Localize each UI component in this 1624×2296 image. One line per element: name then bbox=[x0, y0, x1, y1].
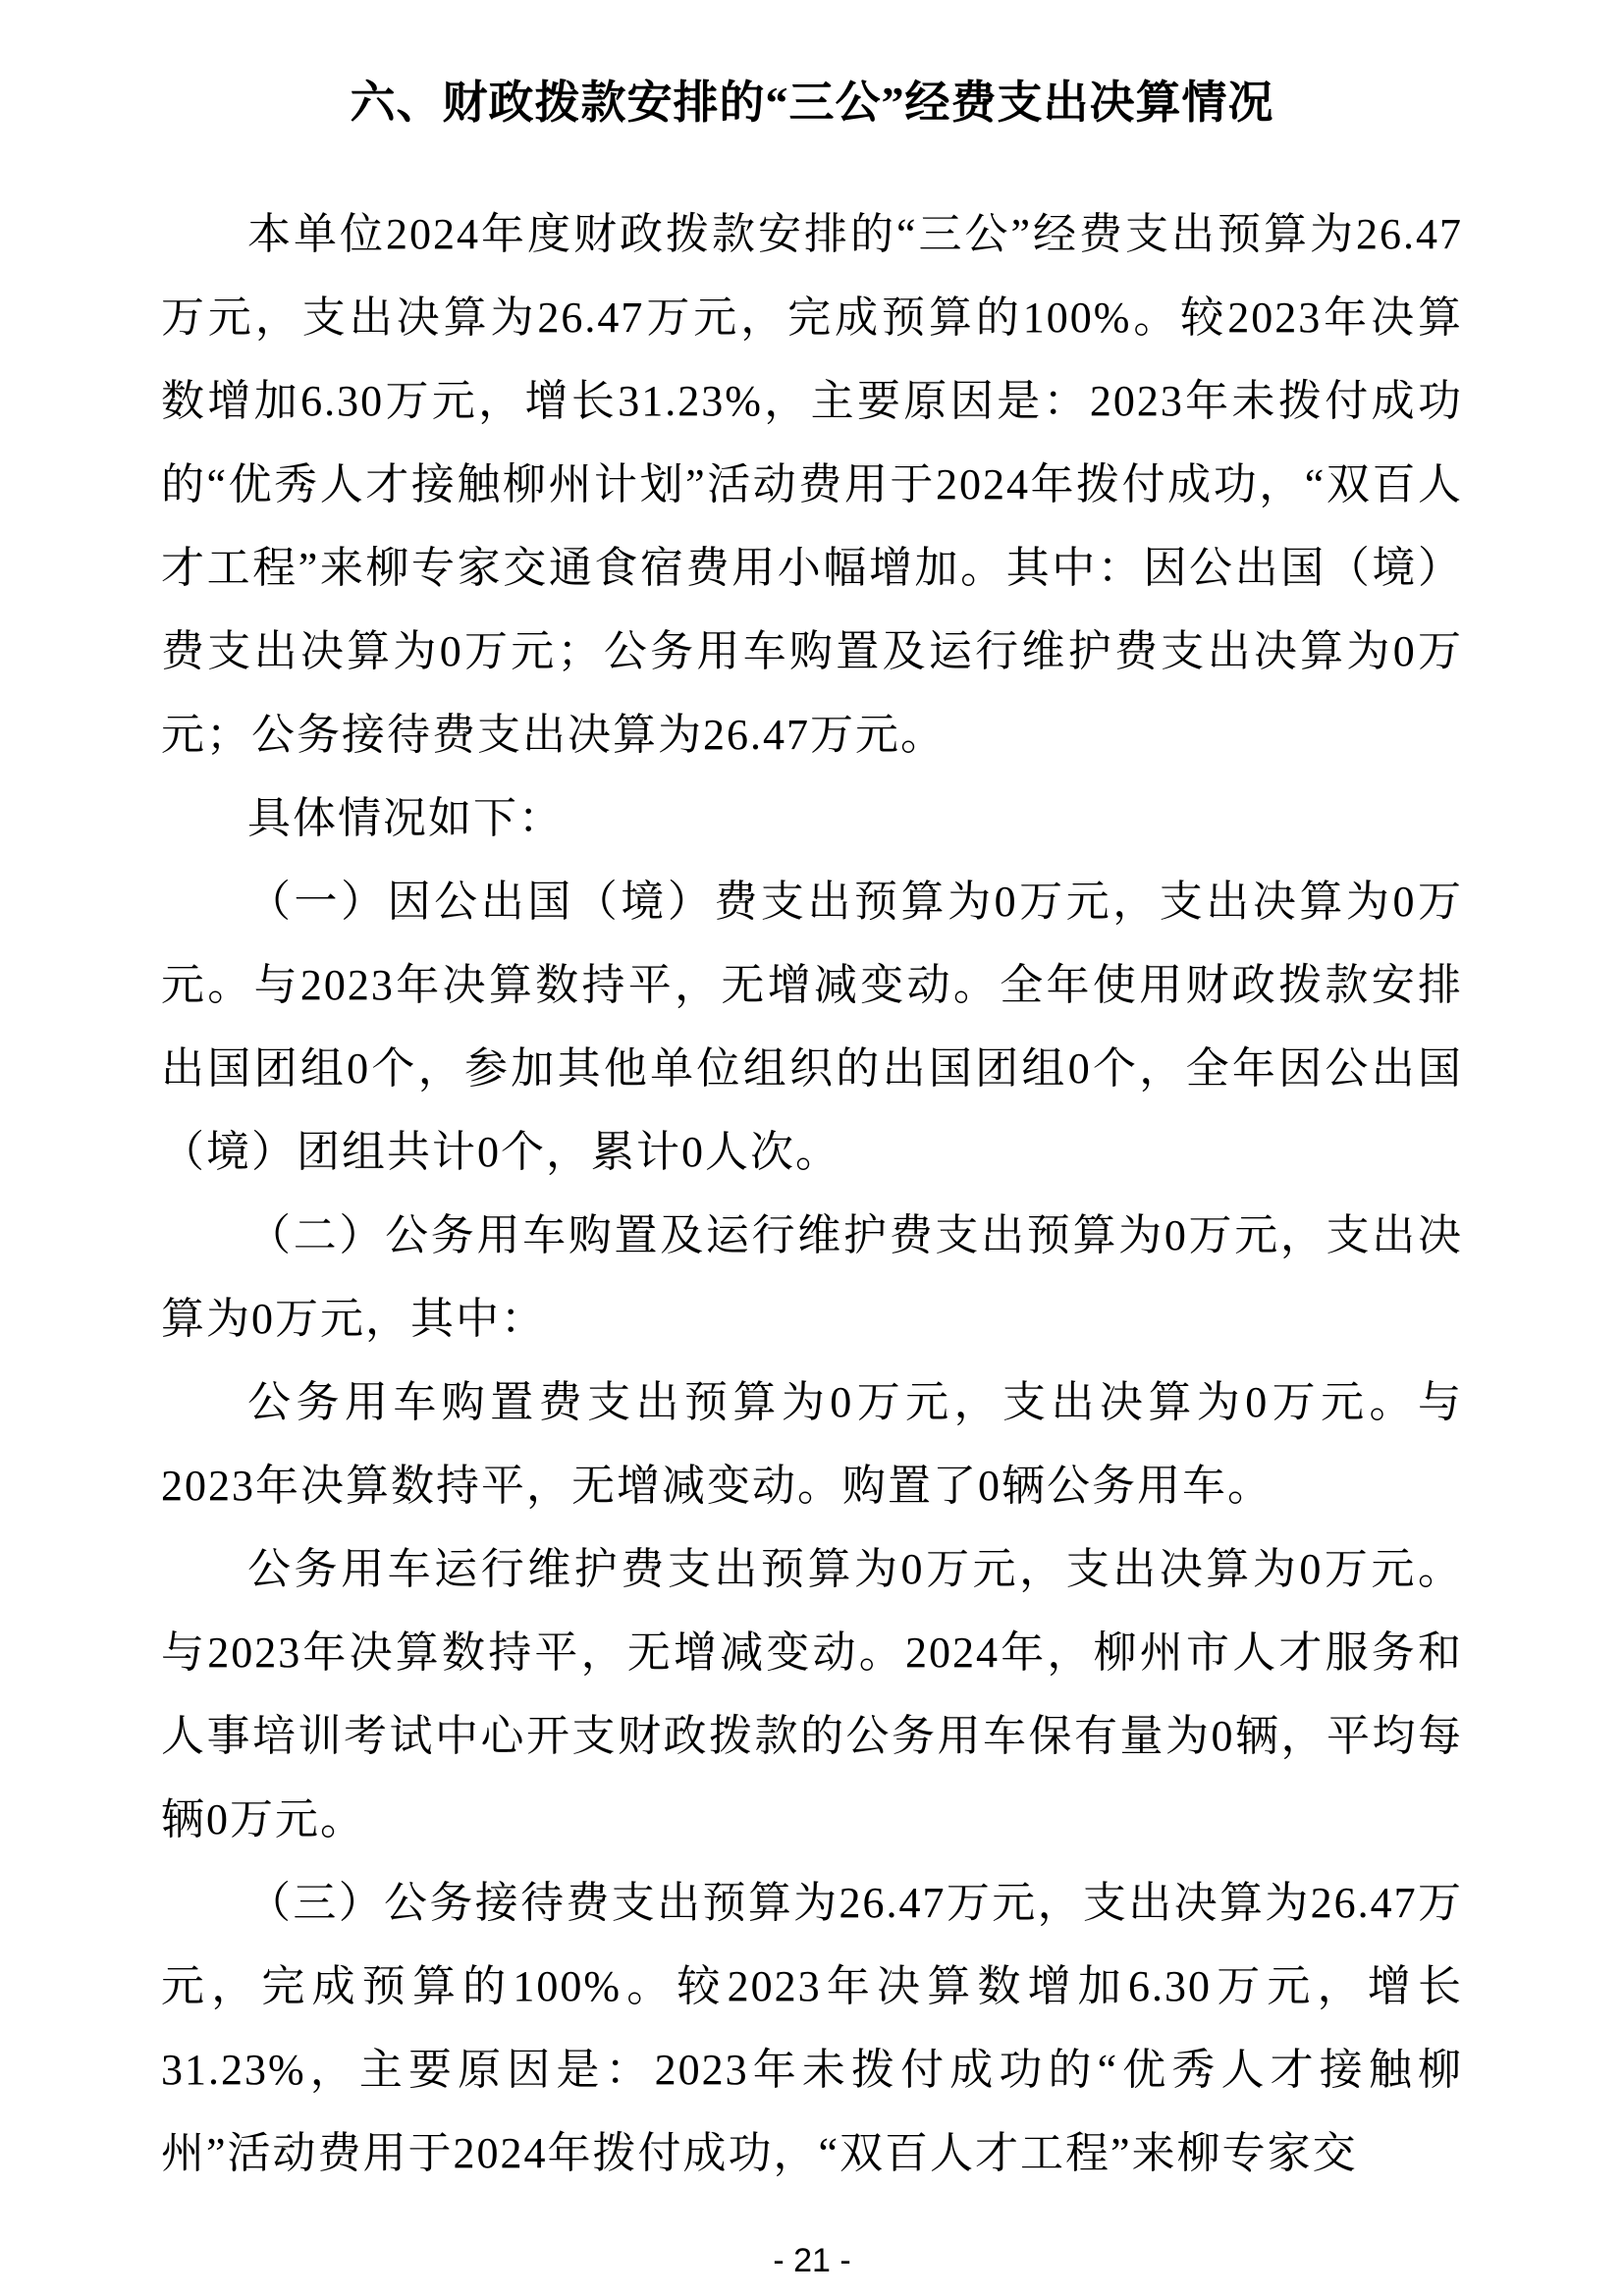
paragraph-details-intro: 具体情况如下： bbox=[247, 794, 564, 842]
paragraph-vehicle-maintenance: 公务用车运行维护费支出预算为0万元，支出决算为0万元。与2023年决算数持平，无增减变动。2024年，柳州市人才服务和人事培训考试中心开支财政拨款的公务用车保有量为0辆，平均每辆0万元。 bbox=[161, 1545, 1463, 1843]
paragraph-item-2-vehicle-expense: （二）公务用车购置及运行维护费支出预算为0万元，支出决算为0万元，其中： bbox=[161, 1211, 1463, 1343]
paragraph-item-3-reception-expense: （三）公务接待费支出预算为26.47万元，支出决算为26.47万元，完成预算的100%。较2023年决算数增加6.30万元，增长31.23%，主要原因是：2023年未拨付成功的“优秀人才接触柳州”活动费用于2024年拨付成功，“双百人才工程”来柳专家交 bbox=[161, 1879, 1463, 2177]
section-title: 六、财政拨款安排的“三公”经费支出决算情况 bbox=[350, 78, 1274, 128]
page-number: - 21 - bbox=[773, 2242, 851, 2279]
paragraph-vehicle-purchase: 公务用车购置费支出预算为0万元，支出决算为0万元。与2023年决算数持平，无增减变动。购置了0辆公务用车。 bbox=[161, 1378, 1463, 1510]
paragraph-item-1-abroad-expense: （一）因公出国（境）费支出预算为0万元，支出决算为0万元。与2023年决算数持平，无增减变动。全年使用财政拨款安排出国团组0个，参加其他单位组织的出国团组0个，全年因公出国（境）团组共计0个，累计0人次。 bbox=[161, 878, 1463, 1176]
paragraph-summary: 本单位2024年度财政拨款安排的“三公”经费支出预算为26.47万元，支出决算为26.47万元，完成预算的100%。较2023年决算数增加6.30万元，增长31.23%，主要原因是：2023年未拨付成功的“优秀人才接触柳州计划”活动费用于2024年拨付成功，“双百人才工程”来柳专家交通食宿费用小幅增加。其中：因公出国（境）费支出决算为0万元；公务用车购置及运行维护费支出决算为0万元；公务接待费支出决算为26.47万元。 bbox=[161, 210, 1463, 759]
